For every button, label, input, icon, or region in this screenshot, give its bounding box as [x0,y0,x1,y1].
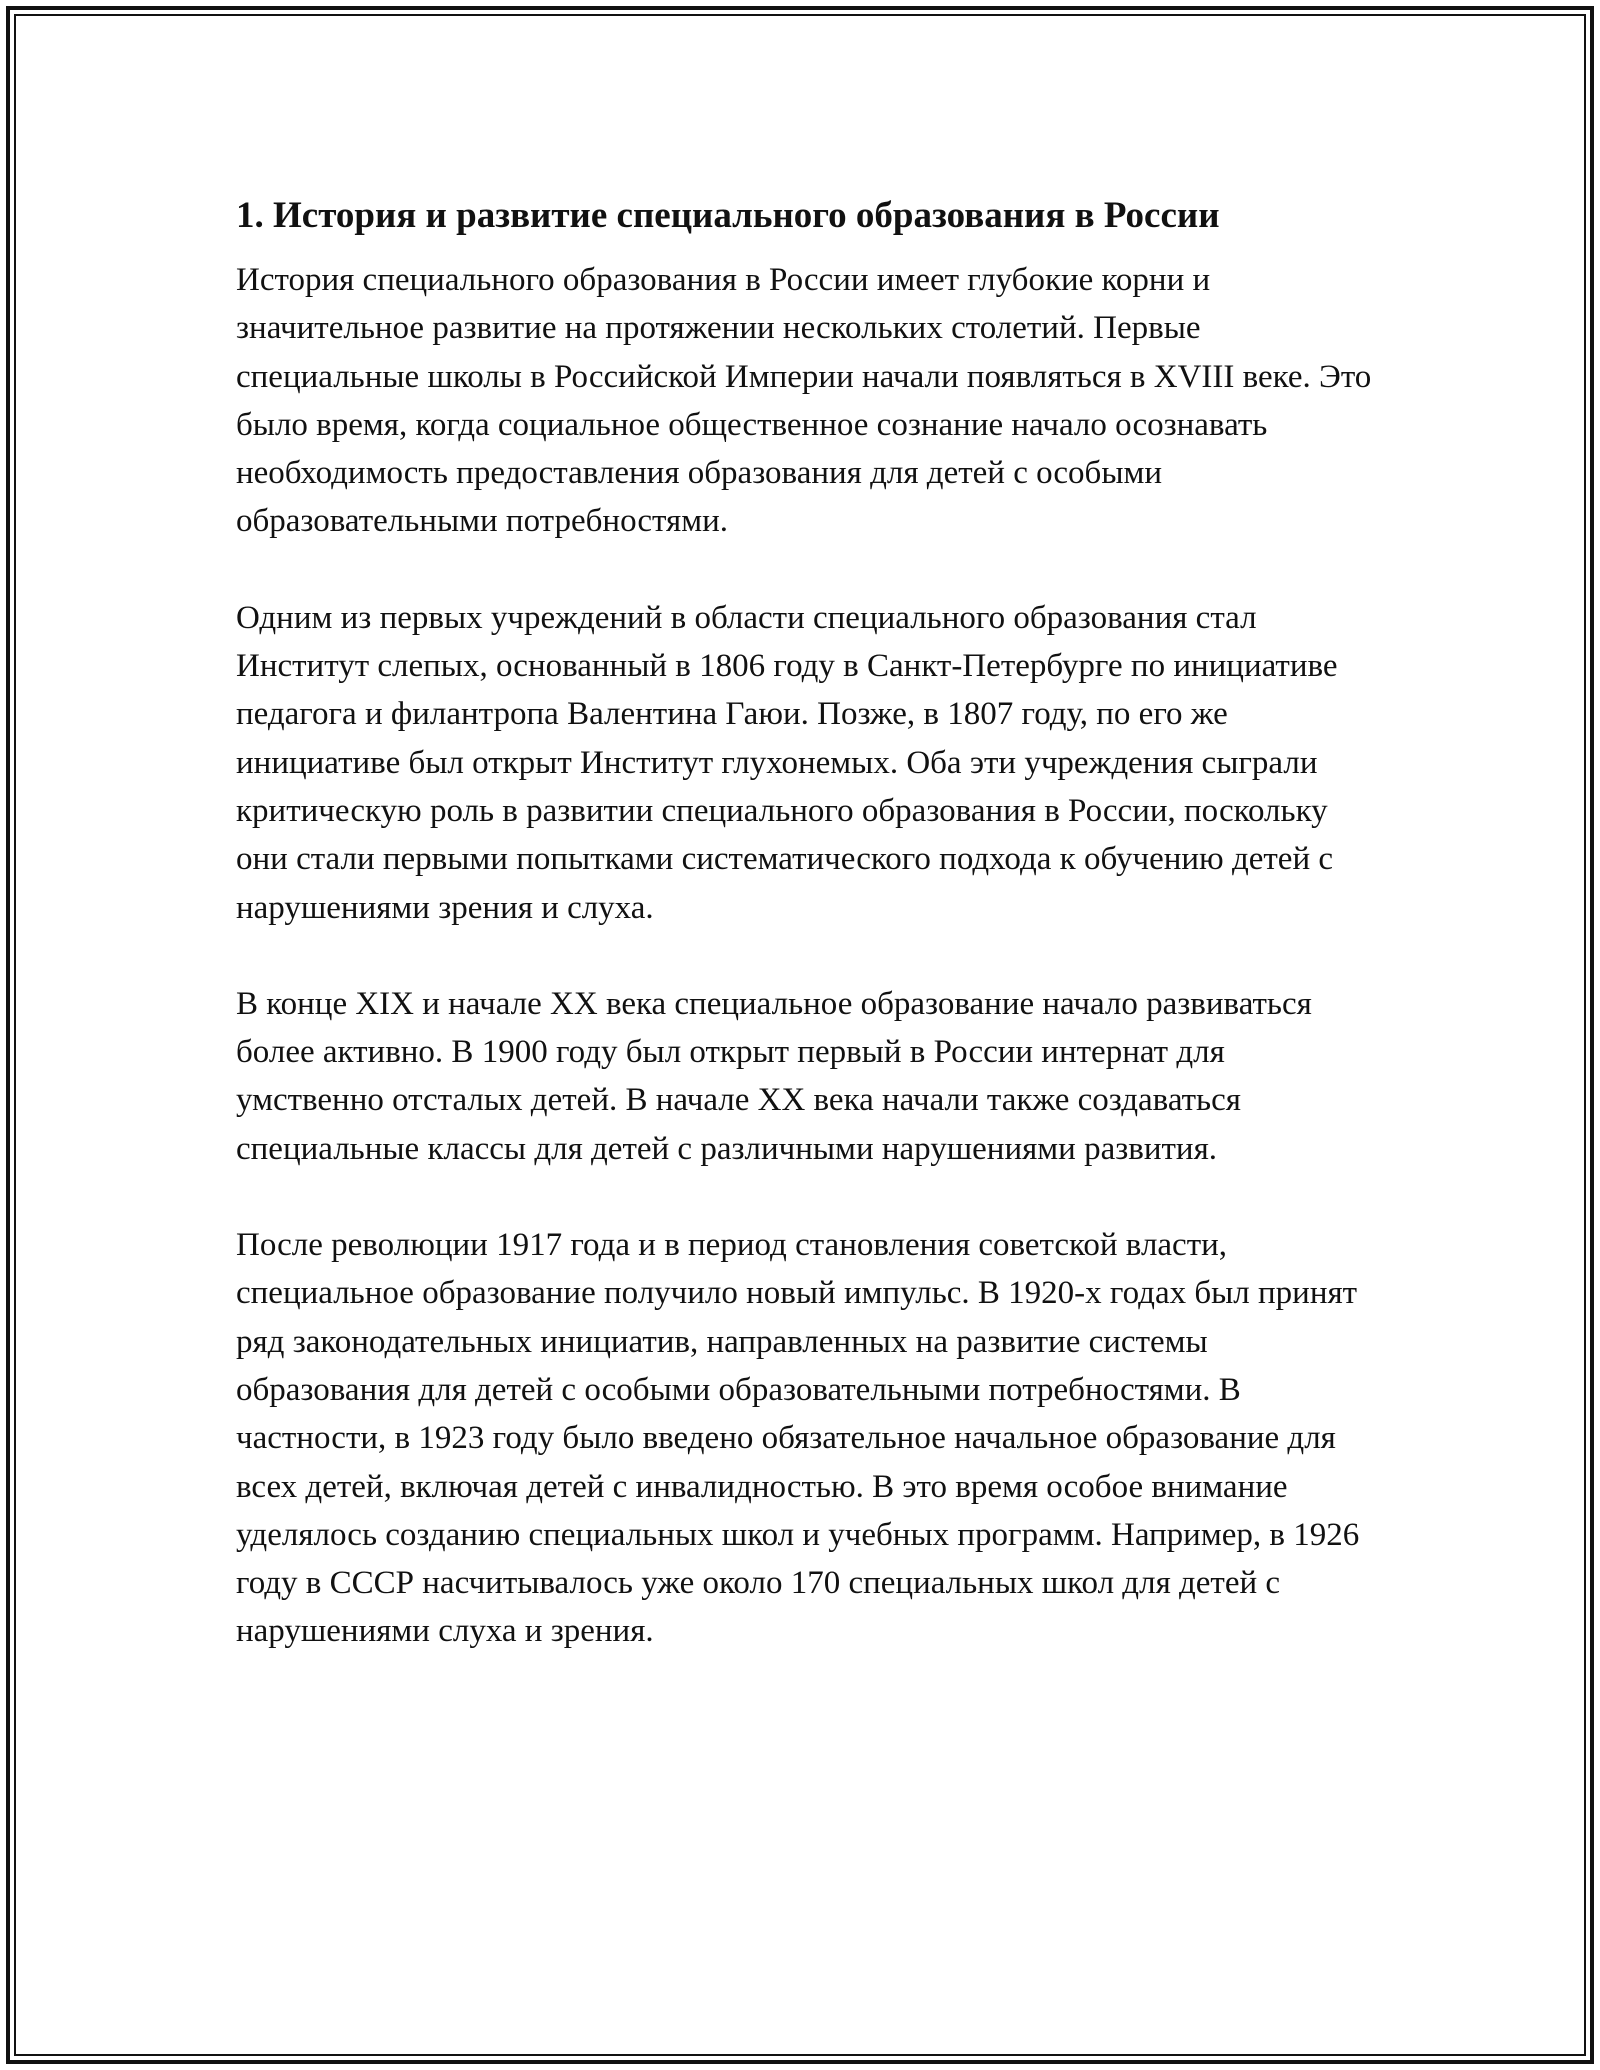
paragraph-soviet-period: После революции 1917 года и в период становления советской власти, специальное образование получило новый импульс. В 1920-х годах был принят ряд законодательных инициатив, направленных на развитие системы образования для детей с особыми образовательными потребностями. В частности, в 1923 году было введено обязательное начальное образование для всех детей, включая детей с инвалидностью. В это время особое внимание уделялось созданию специальных школ и учебных программ. Например, в 1926 году в СССР насчитывалось уже около 170 специальных школ для детей с нарушениями слуха и зрения. [236,1227,1360,1650]
section-heading: 1. История и развитие специального образования в России [236,195,1220,236]
paragraph-late-19th-century: В конце XIX и начале XX века специальное образование начало развиваться более активно. В 1900 году был открыт первый в России интернат для умственно отсталых детей. В начале XX века начали также создаваться специальные классы для детей с различными нарушениями развития. [236,985,1312,1167]
document-body [236,188,1376,1704]
paragraph-first-institutions: Одним из первых учреждений в области специального образования стал Институт слепых, основанный в 1806 году в Санкт-Петербурге по инициативе педагога и филантропа Валентина Гаюи. Позже, в 1807 году, по его же инициативе был открыт Институт глухонемых. Оба эти учреждения сыграли критическую роль в развитии специального образования в России, поскольку они стали первыми попытками систематического подхода к обучению детей с нарушениями зрения и слуха. [236,599,1338,926]
paragraph-origins: История специального образования в России имеет глубокие корни и значительное развитие на протяжении нескольких столетий. Первые специальные школы в Российской Империи начали появляться в XVIII веке. Это было время, когда социальное общественное сознание начало осознавать необходимость предоставления образования для детей с особыми образовательными потребностями. [236,262,1372,540]
